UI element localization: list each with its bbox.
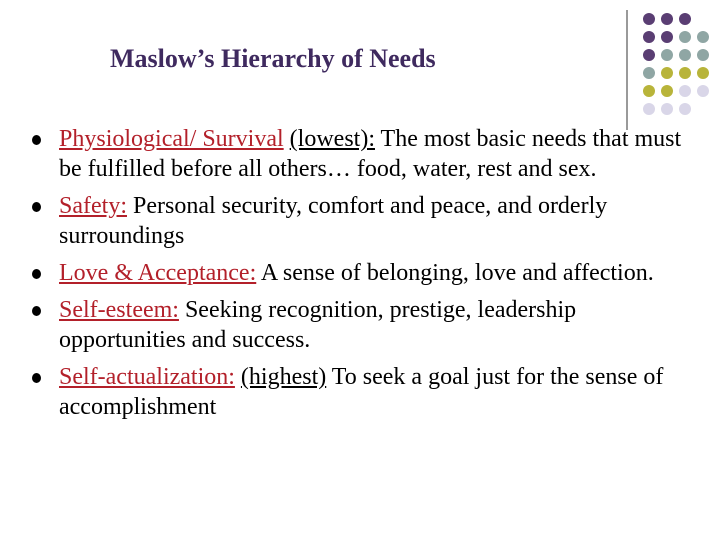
decor-dot [679,31,691,43]
need-description: To seek a goal just for the sense of accomplishment [59,364,664,420]
need-term: Love & Acceptance: [59,260,257,286]
decor-dot [697,31,709,43]
need-description: Seeking recognition, prestige, leadership opportunities and success. [59,297,577,353]
decor-dot [679,103,691,115]
decorative-dot-grid [0,0,720,130]
decor-dot [679,13,691,25]
need-description: The most basic needs that must be fulfilled before all others… food, water, rest and sex. [59,126,682,182]
decor-dot [643,31,655,43]
decor-dot [643,67,655,79]
need-term: Self-actualization: [59,364,235,390]
list-item [32,258,692,288]
slide-title: Maslow’s Hierarchy of Needs [110,44,436,73]
bullet-icon [32,373,41,383]
decor-dot [661,31,673,43]
decor-dot [679,67,691,79]
need-description: Personal security, comfort and peace, and orderly surroundings [59,193,608,249]
list-item [32,295,692,355]
decor-dot [643,13,655,25]
bullet-icon [32,269,41,279]
bullet-icon [32,202,41,212]
decor-dot [643,103,655,115]
list-item [32,191,692,251]
list-item [32,124,692,184]
need-term: Safety: [59,193,127,219]
decor-dot [697,85,709,97]
decor-dot [661,103,673,115]
decor-dot [643,49,655,61]
decor-dot [661,13,673,25]
list-item [32,362,692,422]
need-level-tag: (lowest): [289,126,375,152]
need-description: A sense of belonging, love and affection. [256,260,654,286]
decor-dot [643,85,655,97]
decor-dot [661,49,673,61]
bullet-icon [32,135,41,145]
decor-dot [661,67,673,79]
bullet-icon [32,306,41,316]
need-term: Self-esteem: [59,297,179,323]
decor-dot [679,85,691,97]
need-term: Physiological/ Survival [59,126,284,152]
decor-dot [679,49,691,61]
decor-dot [697,67,709,79]
decor-dot [697,49,709,61]
need-level-tag: (highest) [240,364,327,390]
needs-list [32,124,692,429]
decor-dot [661,85,673,97]
